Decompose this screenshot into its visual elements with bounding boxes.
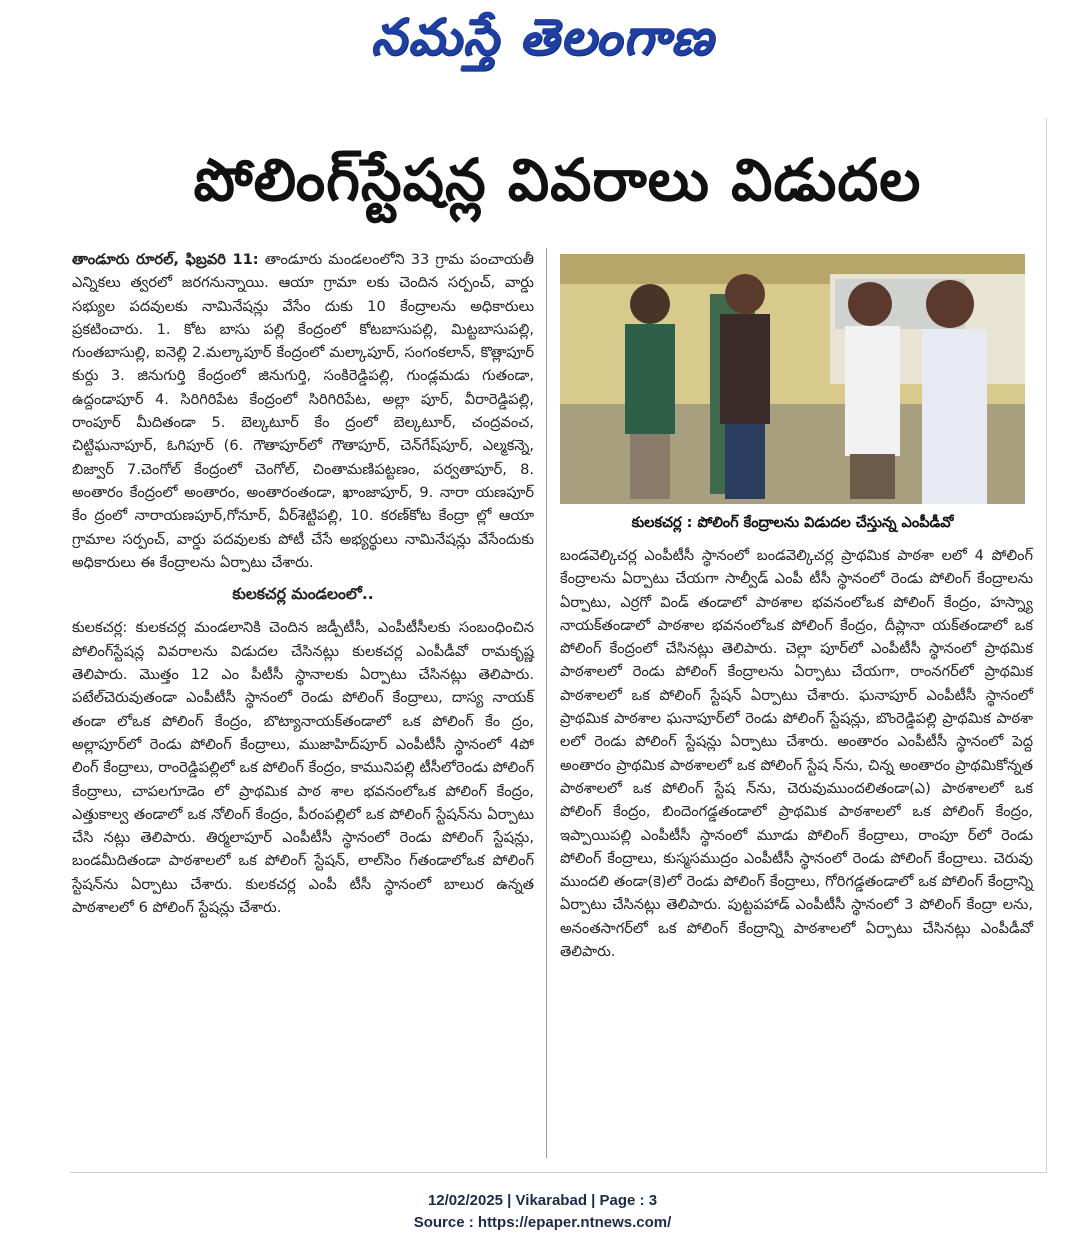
footer-date-page: 12/02/2025 | Vikarabad | Page : 3 xyxy=(427,1192,658,1209)
footer-source: Source : https://epaper.ntnews.com/ xyxy=(413,1214,672,1231)
page-border-right xyxy=(1046,118,1047,1173)
newspaper-logo: నమస్తే తెలంగాణ xyxy=(370,7,715,66)
masthead xyxy=(0,8,1085,78)
article-left-column xyxy=(72,248,534,919)
article-paragraph-tandur: తాండూరు రూరల్, ఫిబ్రవరి 11: తాండూరు మండలంలోని 33 గ్రామ పంచాయతీ ఎన్నికలు త్వరలో జరగనున్నాయి. ఆయా గ్రామా లకు చెందిన సర్పంచ్, వార్డు సభ్యుల పదవులకు నామినేషన్లు వేసేం దుకు 10 కేంద్రాలను అధికారులు ప్రకటించారు. 1. కోట బాసు పల్లి కేంద్రంలో కోటబాసుపల్లి, మిట్టబాసుపల్లి, గుంతబాసుల్లి, ఐనెల్లి 2.మల్కాపూర్ కేంద్రంలో మల్కాపూర్, సంగంకలాన్, కొత్లాపూర్ కుర్దు 3. జినుగుర్తి కేంద్రంలో జినుగుర్తి, సంకిరెడ్డిపల్లి, గుండ్లమడు గుతండా, ఉద్దండాపూర్ 4. సిరిగిరిపేట కేంద్రంలో సిరిగిరిపేట, అల్లా పూర్, వీరారెడ్డిపల్లి, రాంపూర్ మీదితండా 5. బెల్కటూర్ కేం ద్రంలో బెల్కటూర్, చంద్రవంచ, చిట్టిఘనాపూర్, ఓగిపూర్ (6. గౌతాపూర్‌లో గౌతాపూర్, చెన్‌గేష్‌పూర్, ఎల్మకన్నె, బిజ్వార్ 7.చెంగోల్ కేంద్రంలో చెంగోల్, చింతామణిపట్టణం, పర్వతాపూర్, 8. అంతారం కేంద్రంలో అంతారం, అంతారంతండా, ఖాంజాపూర్, 9. నారా యణపూర్ కేం ద్రంలో నారాయణపూర్,గోనూర్, వీర్‌శెట్టిపల్లి, 10. కరణ్‌కోట కేంద్రా ల్లో ఆయా గ్రామాల సర్పంచ్, వార్డు పదవులకు పోటీ చేసే అభ్యర్థులు నామినేషన్లు వేసేందుకు అధికారులు ఈ కేంద్రాలను ఏర్పాటు చేశారు. xyxy=(72,251,534,571)
article-headline: పోలింగ్‌స్టేషన్ల వివరాలు విడుదల xyxy=(193,146,922,214)
article-paragraph-kulakacharla: కులకచర్ల: కులకచర్ల మండలానికి చెందిన జడ్పీటీసీ, ఎంపీటీసీలకు సంబంధించిన పోలింగ్‌స్టేషన్ల వివరాలను విడుదల చేసినట్లు కులకచర్ల ఎంపీడీవో రామకృష్ణ తెలిపారు. మొత్తం 12 ఎం పీటీసీ స్థానాలకు ఏర్పాటు చేసినట్లు తెలిపారు. పటేల్‌చెరువుతండా ఎంపీటీసీ స్థానంలో రెండు పోలింగ్ కేంద్రాలు, దాస్య నాయక్ తండా లోఒక పోలింగ్ కేంద్రం, బొట్యానాయక్‌తండాలో ఒక పోలింగ్ కేం ద్రం, అల్లాపూర్‌లో రెండు పోలింగ్ కేంద్రాలు, ముజాహిద్‌పూర్ ఎంపీటీసీ స్థానంలో 4పో లింగ్ కేంద్రాలు, రాంరెడ్డిపల్లిలో ఒక పోలింగ్ కేంద్రం, కామునిపల్లి టీసీలోరెండు పోలింగ్ కేంద్రాలు, చాపలగూడెం లో ప్రాథమిక పాఠ శాల భవనంలోఒక పోలింగ్ కేంద్రం, ఎత్తుకాల్వ తండాలో ఒక నోలింగ్ కేంద్రం, పీరంపల్లిలో ఒక పోలింగ్ స్టేషన్‌ను ఏర్పాటు చేసి నట్లు తెలిపారు. తిర్మలాపూర్ ఎంపీటీసీ స్థానంలో రెండు పోలింగ్ స్టేషన్లు, బండమీదితండా పాఠశాలలో ఒక పోలింగ్ స్టేషన్, లాల్‌సిం గ్‌తండాలోఒక పోలింగ్ స్టేషన్‌ను ఏర్పాటు చేశారు. కులకచర్ల ఎంపీ టీసీ స్థానంలో బాలుర ఉన్నత పాఠశాలలో 6 పోలింగ్ స్టేషన్లు చేశారు. xyxy=(72,619,534,917)
column-divider xyxy=(546,248,547,1158)
page-footer xyxy=(0,1190,1085,1234)
photo-illustration xyxy=(560,254,1025,504)
article-dateline: తాండూరు రూరల్, ఫిబ్రవరి 11: xyxy=(72,251,259,268)
photo-caption: కులకచర్ల : పోలింగ్ కేంద్రాలను విడుదల చేస్తున్న ఎంపీడీవో xyxy=(631,515,954,531)
page-border-bottom xyxy=(70,1172,1047,1173)
article-paragraph-right: బండవెల్కిచర్ల ఎంపీటీసీ స్థానంలో బండవెల్కిచర్ల ప్రాథమిక పాఠశా లలో 4 పోలింగ్ కేంద్రాలను ఏర్పాటు చేయగా సాల్వీడ్ ఎంపీ టీసీ స్థానంలో రెండు పోలింగ్ కేంద్రాలను ఏర్పాటు, ఎర్రగో విండ్ తండాలో పాఠశాల భవనంలోఒక పోలింగ్ కేంద్రం, హస్న్యా నాయక్‌తండాలో పాఠశాల భవనంలోఒక పోలింగ్ కేంద్రం, దీప్లానా యక్‌తండాలో ఒక పోలింగ్ కేంద్రంలో చేసినట్లు తెలిపారు. చెల్లా పూర్‌లో ఎంపీటీసీ స్థానంలో ప్రాథమిక పాఠశాలలో రెండు పోలింగ్ కేంద్రాలను ఏర్పాటు చేయగా, రాంనగర్‌లో ప్రాథమిక పాఠశాలలో ఒక పోలింగ్ స్టేషన్ ఏర్పాటు చేశారు. ఘనాపూర్ ఎంపీటీసీ స్థానంలో ప్రాథమిక పాఠశాల ఘనాపూర్‌లో రెండు పోలింగ్ స్టేషన్లు, బొంరెడ్డిపల్లి ప్రాథమిక పాఠశా లలో రెండు పోలింగ్ స్టేషన్లు ఏర్పాటు చేశారు. అంతారం ఎంపీటీసీ స్థానంలో పెద్ద అంతారం ప్రాథమిక పాఠశాలలో ఒక పోలింగ్ స్టేష న్‌ను, చిన్న అంతారం ప్రాథమికోన్నత పాఠశాలలో ఒక పోలింగ్ స్టేష న్‌ను, చెరువుముందలితండా(ఎ) పాఠశాలలో ఒక పోలింగ్ కేంద్రం, బిందెంగడ్డతండాలో ప్రాథమిక పాఠశాలలో ఒక పోలింగ్ కేంద్రం, ఇప్పాయిపల్లి ఎంపీటీసీ స్థానంలో మూడు పోలింగ్ కేంద్రాలు, రాంపూ ర్‌లో రెండు పోలింగ్ కేంద్రాలు, కుస్మసముద్రం ఎంపీటీసీ స్థానంలో రెండు పోలింగ్ కేంద్రాలు. చెరువు ముందలి తండా(కె)లో రెండు పోలింగ్ కేంద్రాలు, గోరిగడ్డతండాలో ఒక పోలింగ్ కేంద్రాన్ని ఏర్పాటు చేసినట్లు తెలిపారు. పుట్టపహాడ్ ఎంపీటీసీ స్థానంలో 3 పోలింగ్ కేంద్రా లను, అనంతసాగర్‌లో ఒక పోలింగ్ కేంద్రాన్ని పాఠశాలలో ఏర్పాటు చేసినట్లు ఎంపీడీవో తెలిపారు. xyxy=(560,547,1033,961)
news-photo xyxy=(560,254,1025,504)
article-subheading: కులకచర్ల మండలంలో.. xyxy=(232,585,374,604)
article-right-column xyxy=(560,544,1033,963)
